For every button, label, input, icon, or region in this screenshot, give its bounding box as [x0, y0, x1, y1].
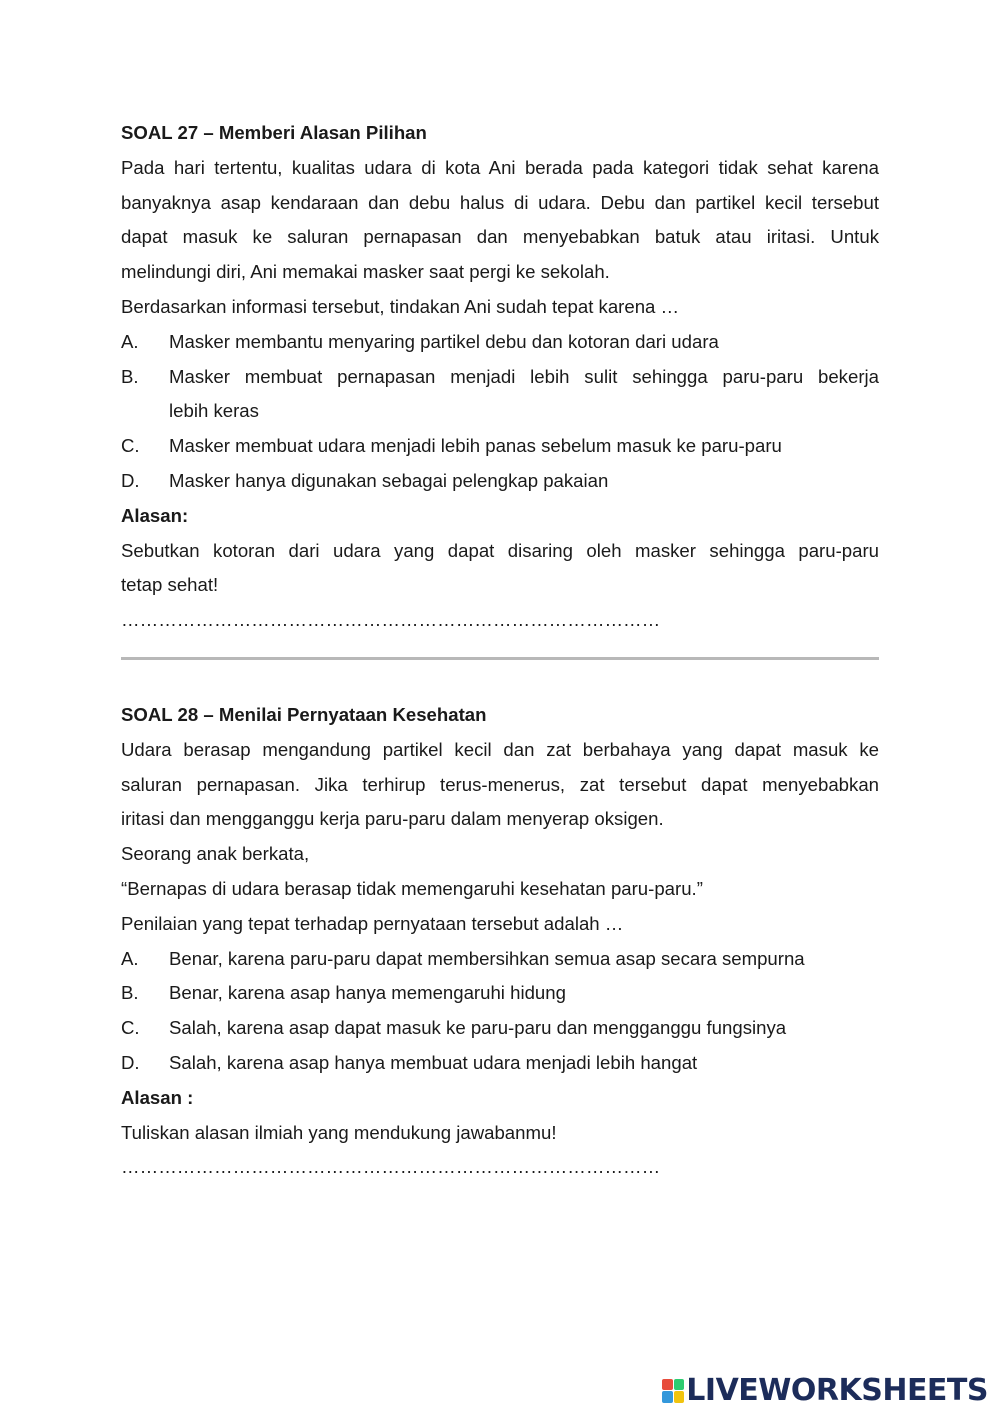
question-27-option-c[interactable]: [121, 429, 879, 464]
question-28-paragraph-line: iritasi dan mengganggu kerja paru-paru dalam menyerap oksigen.: [121, 808, 664, 830]
logo-tile-blue: [662, 1391, 673, 1403]
question-27-prompt: Berdasarkan informasi tersebut, tindakan Ani sudah tepat karena …: [121, 295, 680, 317]
question-28-title: SOAL 28 – Menilai Pernyataan Kesehatan: [121, 703, 487, 725]
logo-tile-red: [662, 1379, 673, 1391]
question-27-option-b[interactable]: [121, 360, 879, 430]
option-letter: D.: [121, 1051, 140, 1073]
brand-name: LIVEWORKSHEETS: [686, 1373, 988, 1408]
option-letter: C.: [121, 435, 140, 457]
question-28-intro: Seorang anak berkata,: [121, 843, 310, 865]
option-text: Salah, karena asap dapat masuk ke paru-paru dan mengganggu fungsinya: [169, 1017, 787, 1039]
option-text: Benar, karena paru-paru dapat membersihkan semua asap secara sempurna: [169, 947, 805, 969]
logo-tile-yellow: [674, 1391, 685, 1403]
question-27-paragraph-line: dapat masuk ke saluran pernapasan dan menyebabkan batuk atau iritasi. Untuk: [121, 226, 879, 248]
question-27-option-d[interactable]: [121, 464, 879, 499]
question-27-paragraph-line: Pada hari tertentu, kualitas udara di kota Ani berada pada kategori tidak sehat karena: [121, 156, 879, 178]
option-text: Masker membuat udara menjadi lebih panas sebelum masuk ke paru-paru: [169, 435, 782, 457]
liveworksheets-logo-icon: [662, 1379, 684, 1403]
option-letter: D.: [121, 469, 140, 491]
question-28-paragraph-line: Udara berasap mengandung partikel kecil dan zat berbahaya yang dapat masuk ke: [121, 738, 879, 760]
option-text-line: Masker membuat pernapasan menjadi lebih sulit sehingga paru-paru bekerja: [169, 365, 879, 387]
question-27-reason-line: Sebutkan kotoran dari udara yang dapat disaring oleh masker sehingga paru-paru: [121, 539, 879, 561]
question-27-title: SOAL 27 – Memberi Alasan Pilihan: [121, 122, 427, 143]
option-text: Masker hanya digunakan sebagai pelengkap pakaian: [169, 469, 609, 491]
option-text-line: lebih keras: [169, 400, 259, 422]
question-28-option-d[interactable]: [121, 1046, 879, 1081]
question-28-option-c[interactable]: [121, 1011, 879, 1046]
option-letter: A.: [121, 330, 139, 352]
question-27: [121, 116, 879, 638]
option-text: [169, 360, 879, 430]
question-28-option-b[interactable]: [121, 976, 879, 1011]
option-letter: B.: [121, 982, 139, 1004]
question-28-answer-field[interactable]: ……………………………………………………………………………: [121, 1156, 661, 1178]
question-28-prompt: Penilaian yang tepat terhadap pernyataan tersebut adalah …: [121, 912, 624, 934]
question-27-answer-field[interactable]: ……………………………………………………………………………: [121, 609, 661, 631]
question-27-option-a[interactable]: [121, 325, 879, 360]
question-28-reason-label: Alasan :: [121, 1086, 194, 1108]
worksheet-page: [121, 116, 879, 1185]
logo-tile-green: [674, 1379, 685, 1391]
question-28: [121, 698, 879, 1185]
liveworksheets-brand[interactable]: [662, 1373, 988, 1408]
question-27-paragraph-line: banyaknya asap kendaraan dan debu halus di udara. Debu dan partikel kecil tersebut: [121, 191, 879, 213]
option-text: Salah, karena asap hanya membuat udara menjadi lebih hangat: [169, 1051, 698, 1073]
question-28-quote: “Bernapas di udara berasap tidak memengaruhi kesehatan paru-paru.”: [121, 877, 703, 899]
question-28-reason-line: Tuliskan alasan ilmiah yang mendukung jawabanmu!: [121, 1121, 557, 1143]
question-28-paragraph-line: saluran pernapasan. Jika terhirup terus-menerus, zat tersebut dapat menyebabkan: [121, 773, 879, 795]
question-27-reason-label: Alasan:: [121, 504, 189, 526]
question-28-option-a[interactable]: [121, 942, 879, 977]
option-text: Masker membantu menyaring partikel debu dan kotoran dari udara: [169, 330, 719, 352]
option-letter: A.: [121, 947, 139, 969]
option-letter: B.: [121, 365, 139, 387]
question-27-reason-line: tetap sehat!: [121, 574, 219, 596]
option-text: Benar, karena asap hanya memengaruhi hidung: [169, 982, 566, 1004]
question-27-paragraph-line: melindungi diri, Ani memakai masker saat pergi ke sekolah.: [121, 261, 610, 283]
option-letter: C.: [121, 1017, 140, 1039]
